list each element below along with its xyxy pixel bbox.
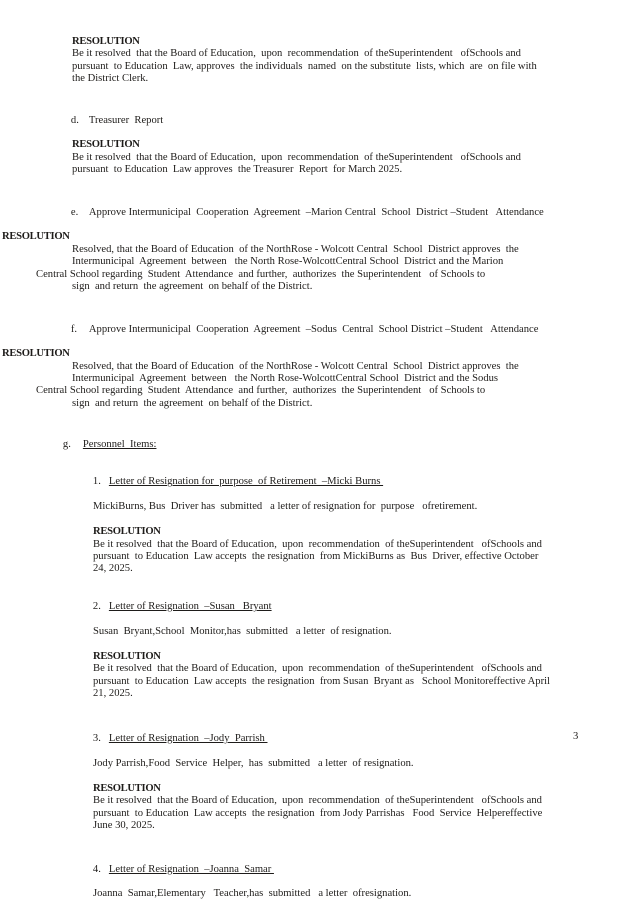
section-substitute-resolution (0, 36, 618, 85)
resolution-body-line: Be it resolved that the Board of Education, upon recommendation of theSuperintendent ofSchools and (93, 538, 542, 550)
list-item-title: Treasurer Report (88, 114, 164, 126)
section-e-marion-agreement (0, 194, 618, 293)
section-d-treasurer-report (0, 102, 618, 176)
list-letter: g. (62, 439, 71, 451)
resolution-label: RESOLUTION (2, 231, 70, 243)
resolution-body-line: pursuant to Education Law accepts the resignation from Jody Parrishas Food Service Helpereffective (93, 807, 543, 819)
section-g-personnel-items (0, 427, 618, 901)
list-letter: e. (70, 206, 79, 218)
resolution-body-line: Be it resolved that the Board of Education, upon recommendation of theSuperintendent ofSchools and (72, 48, 521, 60)
resolution-body-line: Intermunicipal Agreement between the North Rose-WolcottCentral School District and the Marion (72, 256, 504, 268)
numbered-item-heading (77, 464, 618, 501)
resolution-body-line: sign and return the agreement on behalf of the District. (72, 280, 313, 292)
resolution-body-line: Be it resolved that the Board of Education, upon recommendation of theSuperintendent ofSchools and (93, 795, 542, 807)
list-letter: d. (70, 114, 79, 126)
list-item-title: Approve Intermunicipal Cooperation Agreement –Marion Central School District –Student Attendance (88, 206, 544, 218)
item-body-line: MickiBurns, Bus Driver has submitted a letter of resignation for purpose ofretirement. (93, 501, 478, 512)
resolution-body-line: Resolved, that the Board of Education of the NorthRose - Wolcott Central School District approves the (72, 243, 519, 255)
list-item-heading (55, 102, 618, 139)
resolution-body-line: Central School regarding Student Attendance and further, authorizes the Superintendent of Schools to (36, 268, 486, 280)
item-title: Letter of Resignation –Joanna Samar (108, 863, 274, 875)
resolution-body-line: Intermunicipal Agreement between the North Rose-WolcottCentral School District and the Sodus (72, 372, 499, 384)
item-title: Letter of Resignation –Jody Parrish (108, 732, 268, 744)
list-item-heading (55, 311, 618, 348)
item-number: 1. (92, 476, 101, 488)
numbered-item-heading (77, 851, 618, 888)
resolution-label: RESOLUTION (72, 36, 140, 47)
resolution-body-line: pursuant to Education Law accepts the resignation from Susan Bryant as School Monitoreffective April (93, 675, 550, 687)
item-number: 4. (92, 863, 101, 875)
resolution-body-line: Central School regarding Student Attendance and further, authorizes the Superintendent of Schools to (36, 385, 486, 397)
item-body-line: Joanna Samar,Elementary Teacher,has submitted a letter ofresignation. (93, 888, 412, 900)
resolution-body-line: sign and return the agreement on behalf of the District. (72, 397, 313, 409)
resolution-body-line: 21, 2025. (93, 688, 133, 700)
numbered-item-heading (77, 589, 618, 626)
resolution-label: RESOLUTION (2, 348, 70, 360)
item-number: 2. (92, 601, 101, 613)
resolution-body-line: the District Clerk. (72, 73, 149, 85)
resolution-body-line: Resolved, that the Board of Education of the NorthRose - Wolcott Central School District approves the (72, 360, 519, 372)
list-item-title: Approve Intermunicipal Cooperation Agreement –Sodus Central School District –Student Attendance (88, 323, 539, 335)
resolution-label: RESOLUTION (93, 651, 161, 663)
page-number: 3 (573, 731, 579, 742)
resolution-body-line: pursuant to Education Law, approves the individuals named on the substitute lists, which are on file with (72, 60, 537, 72)
resolution-label: RESOLUTION (72, 139, 140, 151)
section-f-sodus-agreement (0, 311, 618, 410)
personnel-items-title: Personnel Items: (82, 439, 157, 451)
item-title: Letter of Resignation –Susan Bryant (108, 601, 272, 613)
resolution-label: RESOLUTION (93, 782, 161, 794)
resolution-body-line: 24, 2025. (93, 563, 133, 575)
list-item-heading (55, 194, 618, 231)
list-letter: f. (70, 323, 78, 335)
item-body-line: Susan Bryant,School Monitor,has submitted a letter of resignation. (93, 625, 392, 637)
resolution-body-line: Be it resolved that the Board of Education, upon recommendation of theSuperintendent ofSchools and (93, 663, 542, 675)
resolution-body-line: June 30, 2025. (93, 819, 155, 831)
item-number: 3. (92, 732, 101, 744)
item-title: Letter of Resignation for purpose of Retirement –Micki Burns (108, 476, 384, 488)
resolution-body-line: Be it resolved that the Board of Education, upon recommendation of theSuperintendent ofSchools and (72, 151, 521, 163)
resolution-body-line: pursuant to Education Law approves the Treasurer Report for March 2025. (72, 164, 403, 176)
resolution-body-line: pursuant to Education Law accepts the resignation from MickiBurns as Bus Driver, effective October (93, 551, 539, 563)
item-body-line: Jody Parrish,Food Service Helper, has submitted a letter of resignation. (93, 757, 414, 769)
numbered-item-heading (77, 720, 618, 757)
resolution-label: RESOLUTION (93, 526, 161, 538)
list-item-heading (47, 427, 618, 464)
